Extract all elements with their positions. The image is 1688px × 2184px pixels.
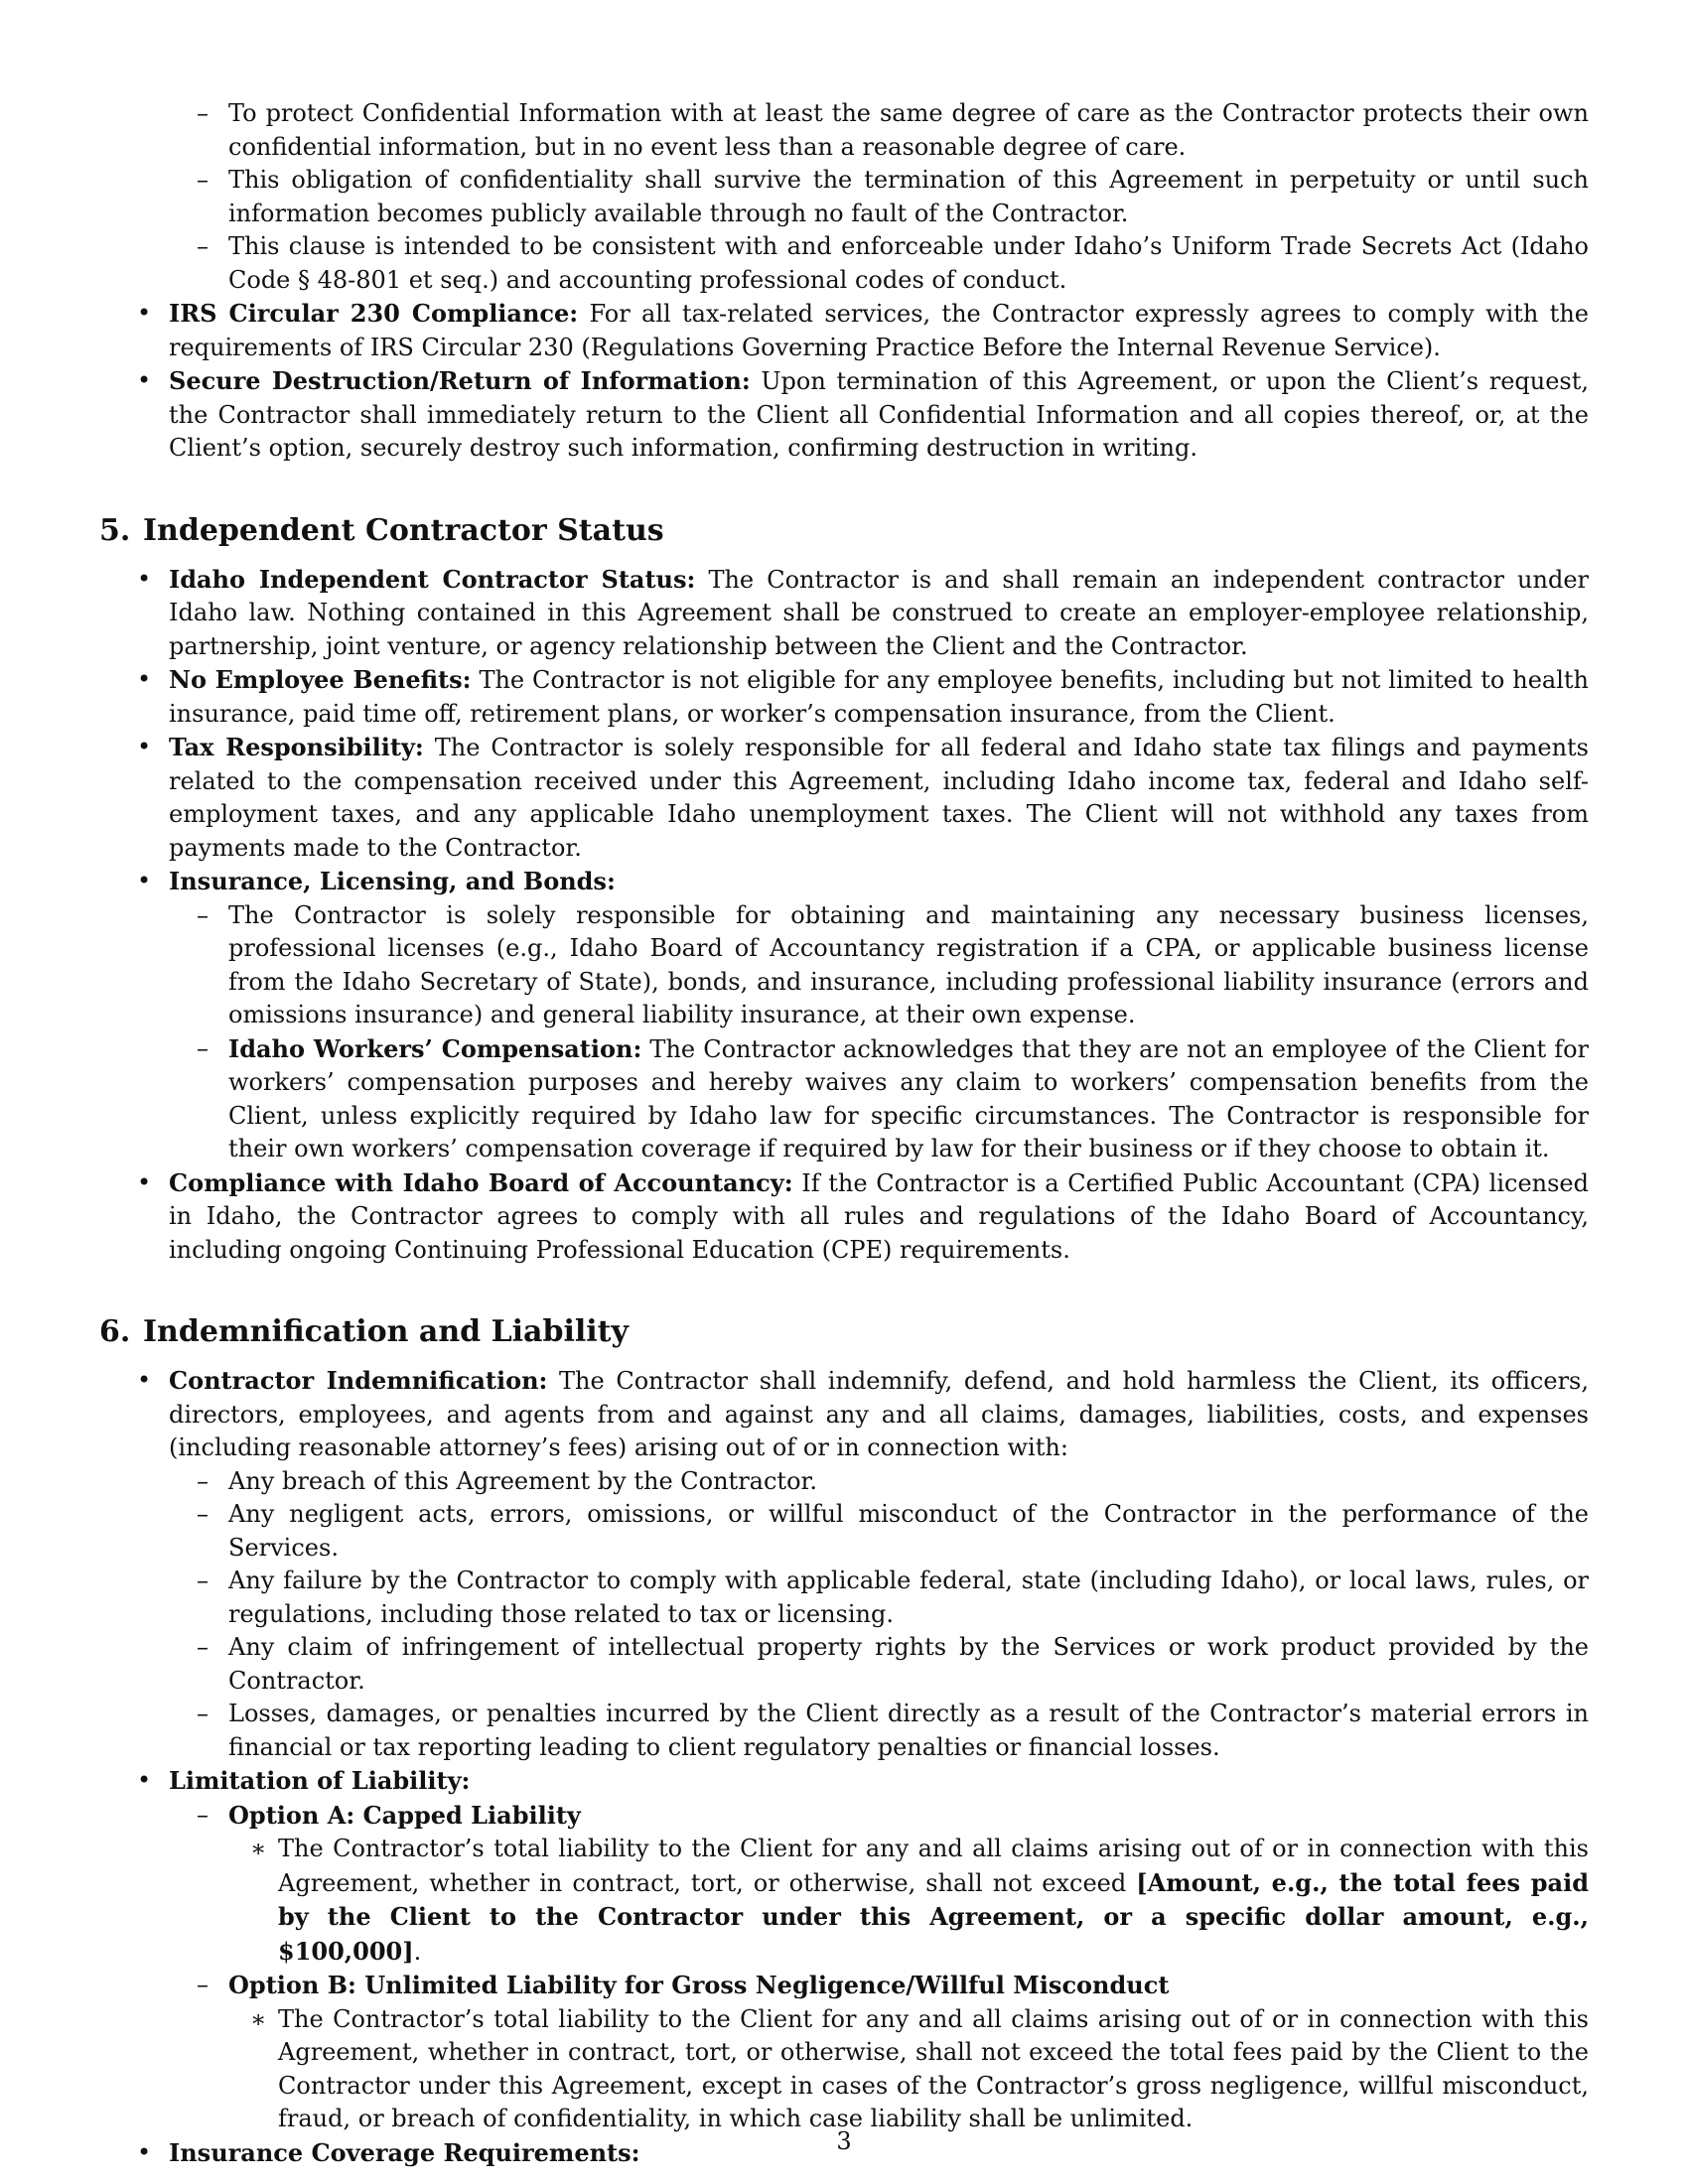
list-item xyxy=(169,1969,1589,2136)
list-item: – Any failure by the Contractor to comply with applicable federal, state (including Idaho), or local laws, rules, or regulations, including those related to tax or licensing. xyxy=(169,1565,1589,1631)
section-number: 5. xyxy=(99,512,131,548)
term-text: The Contractor is solely responsible for obtaining and maintaining any necessary business licenses, professional licenses (e.g., Idaho Board of Accountancy registration if a CPA, or applicable business license from the Idaho Secretary of State), bonds, and insurance, including professional liability insurance (errors and omissions insurance) and general liability insurance, at their own expense. xyxy=(228,900,1589,1028)
list-item: – To protect Confidential Information with at least the same degree of care as the Contractor protects their own confidential information, but in no event less than a reasonable degree of care. xyxy=(228,97,1589,164)
indemnification-sub-list xyxy=(169,1465,1589,1765)
list-item xyxy=(99,1364,1589,1764)
option-title: Option A: Capped Liability xyxy=(228,1800,581,1830)
list-item: – This obligation of confidentiality shall survive the termination of this Agreement in perpetuity or until such information becomes publicly available through no fault of the Contractor. xyxy=(228,164,1589,230)
term-text: For all tax-related services, the Contractor expressly agrees to comply with the requirements of IRS Circular 230 (Regulations Governing Practice Before the Internal Revenue Service). xyxy=(169,300,1589,361)
liability-options-list xyxy=(169,1799,1589,2136)
section-heading xyxy=(99,1314,1589,1350)
option-b-list xyxy=(228,2003,1589,2136)
section-number: 6. xyxy=(99,1314,131,1349)
term-label: Tax Responsibility: xyxy=(169,733,424,761)
list-item xyxy=(99,364,1589,466)
insurance-sub-list xyxy=(169,899,1589,1166)
list-item xyxy=(99,663,1589,731)
list-item: – Any breach of this Agreement by the Contractor. xyxy=(169,1465,1589,1499)
list-item xyxy=(169,1799,1589,1970)
term-text: . xyxy=(413,1937,422,1966)
term-text: If the Contractor is a Certified Public Accountant (CPA) licensed in Idaho, the Contractor agrees to comply with all rules and regulations of the Idaho Board of Accountancy, including ongoing Continuing Professional Education (CPE) requirements. xyxy=(169,1168,1589,1264)
term-label: IRS Circular 230 Compliance: xyxy=(169,299,579,328)
term-label: Idaho Independent Contractor Status: xyxy=(169,564,696,594)
term-text: The Contractor is not eligible for any employee benefits, including but not limited to health insurance, paid time off, retirement plans, or worker’s compensation insurance, from the Client. xyxy=(169,666,1589,728)
list-item: – Any negligent acts, errors, omissions, or willful misconduct of the Contractor in the performance of the Services. xyxy=(169,1498,1589,1565)
section-5-list xyxy=(99,563,1589,1268)
term-label: Idaho Workers’ Compensation: xyxy=(228,1033,642,1063)
list-item xyxy=(169,899,1589,1032)
term-label: Insurance Coverage Requirements: xyxy=(169,2137,640,2167)
list-item xyxy=(99,563,1589,664)
list-item: ∗ The Contractor’s total liability to the Client for any and all claims arising out of or in connection with this Agreement, whether in contract, tort, or otherwise, shall not exceed the total fees paid by the Client to the Contractor under this Agreement, except in cases of the Contractor’s gross negligence, willful misconduct, fraud, or breach of confidentiality, in which case liability shall be unlimited. xyxy=(228,2003,1589,2136)
term-text: Upon termination of this Agreement, or upon the Client’s request, the Contractor shall immediately return to the Client all Confidential Information and all copies thereof, or, at the Client’s option, securely destroy such information, confirming destruction in writing. xyxy=(169,367,1590,462)
option-a-list xyxy=(228,1833,1589,1969)
term-text: The Contractor is and shall remain an independent contractor under Idaho law. Nothing contained in this Agreement shall be construed to create an employer-employee relationship, partnership, joint venture, or agency relationship between the Client and the Contractor. xyxy=(169,565,1589,660)
term-text: The Contractor is solely responsible for all federal and Idaho state tax filings and payments related to the compensation received under this Agreement, including Idaho income tax, federal and Idaho self-employment taxes, and any applicable Idaho unemployment taxes. The Client will not withhold any taxes from payments made to the Contractor. xyxy=(169,734,1589,862)
term-label: Contractor Indemnification: xyxy=(169,1366,548,1395)
term-label: Secure Destruction/Return of Information: xyxy=(169,366,751,395)
list-item xyxy=(99,865,1589,1166)
placeholder-amount: [Amount, e.g., the total fees paid by the Client to the Contractor under this Agreement, or a specific dollar amount, e.g., $100,000] xyxy=(278,1867,1589,1966)
list-item: – Any claim of infringement of intellectual property rights by the Services or work product provided by the Contractor. xyxy=(169,1631,1589,1698)
list-item: – This clause is intended to be consistent with and enforceable under Idaho’s Uniform Trade Secrets Act (Idaho Code § 48-801 et seq.) and accounting professional codes of conduct. xyxy=(228,230,1589,297)
term-label: Insurance, Licensing, and Bonds: xyxy=(169,867,616,895)
list-item xyxy=(99,1764,1589,2136)
page-number: 3 xyxy=(836,2127,852,2155)
section-heading xyxy=(99,513,1589,549)
list-item xyxy=(99,1166,1589,1268)
option-title: Option B: Unlimited Liability for Gross Negligence/Willful Misconduct xyxy=(228,1971,1170,1999)
section-title: Indemnification and Liability xyxy=(143,1314,629,1349)
term-text: The Contractor acknowledges that they are not an employee of the Client for workers’ compensation purposes and hereby waives any claim to workers’ compensation benefits from the Client, unless explicitly required by Idaho law for specific circumstances. The Contractor is responsible for their own workers’ compensation coverage if required by law for their business or if they choose to obtain it. xyxy=(228,1034,1589,1162)
list-item xyxy=(169,1032,1589,1166)
section-title: Independent Contractor Status xyxy=(143,512,664,548)
section-6-list xyxy=(99,1364,1589,2170)
document-page xyxy=(99,97,1589,2170)
list-item xyxy=(99,731,1589,865)
term-label: Compliance with Idaho Board of Accountancy: xyxy=(169,1167,793,1197)
confidentiality-sub-list xyxy=(99,97,1589,297)
list-item xyxy=(228,1833,1589,1969)
term-text: The Contractor’s total liability to the Client for any and all claims arising out of or in connection with this Agreement, whether in contract, tort, or otherwise, shall not exceed xyxy=(278,1835,1589,1897)
term-text: The Contractor shall indemnify, defend, and hold harmless the Client, its officers, directors, employees, and agents from and against any and all claims, damages, liabilities, costs, and expenses (including reasonable attorney’s fees) arising out of or in connection with: xyxy=(169,1367,1589,1461)
list-item xyxy=(99,297,1589,364)
list-item: – Losses, damages, or penalties incurred by the Client directly as a result of the Contractor’s material errors in financial or tax reporting leading to client regulatory penalties or financial losses. xyxy=(169,1698,1589,1764)
confidentiality-bullets xyxy=(99,297,1589,466)
term-label: Limitation of Liability: xyxy=(169,1766,471,1795)
term-label: No Employee Benefits: xyxy=(169,665,472,694)
